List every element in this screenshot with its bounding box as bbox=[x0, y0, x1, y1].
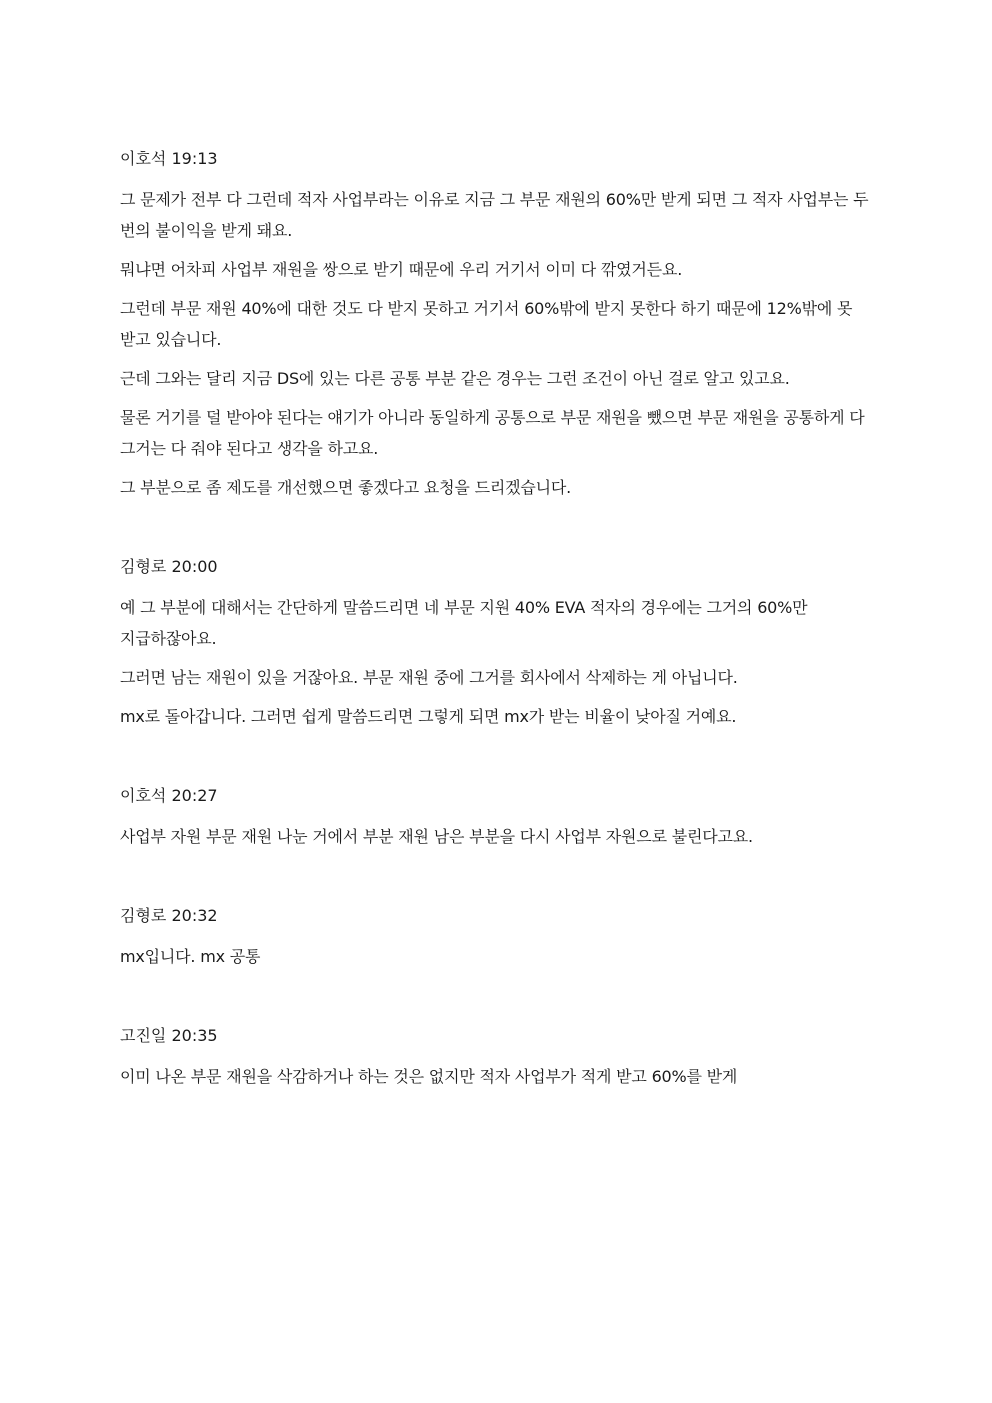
entry-spacer bbox=[120, 740, 872, 784]
speaker-header bbox=[120, 555, 872, 579]
utterance: 그 부분으로 좀 제도를 개선했으면 좋겠다고 요청을 드리겠습니다. bbox=[120, 478, 572, 497]
speaker-header bbox=[120, 1024, 872, 1048]
transcript-entry bbox=[120, 1024, 872, 1092]
transcript-entry bbox=[120, 904, 872, 972]
speaker-name: 고진일 bbox=[120, 1026, 167, 1045]
utterance: 이미 나온 부문 재원을 삭감하거나 하는 것은 없지만 적자 사업부가 적게 받고 60%를 받게 bbox=[120, 1067, 738, 1086]
speaker-name: 김형로 bbox=[120, 906, 167, 925]
speaker-name: 김형로 bbox=[120, 557, 167, 576]
utterance: 물론 거기를 덜 받아야 된다는 얘기가 아니라 동일하게 공통으로 부문 재원을 뺐으면 부문 재원을 공통하게 다 그거는 다 줘야 된다고 생각을 하고요. bbox=[120, 408, 865, 458]
timestamp: 19:13 bbox=[171, 149, 218, 168]
transcript-entry bbox=[120, 147, 872, 503]
transcript-page bbox=[120, 147, 872, 1100]
utterance: mx로 돌아갑니다. 그러면 쉽게 말씀드리면 그렇게 되면 mx가 받는 비율이 낮아질 거예요. bbox=[120, 707, 737, 726]
utterance: 사업부 자원 부문 재원 나눈 거에서 부분 재원 남은 부분을 다시 사업부 자원으로 불린다고요. bbox=[120, 827, 753, 846]
utterance: 예 그 부분에 대해서는 간단하게 말씀드리면 네 부문 지원 40% EVA 적자의 경우에는 그거의 60%만 지급하잖아요. bbox=[120, 598, 808, 648]
timestamp: 20:00 bbox=[171, 557, 218, 576]
transcript-entry bbox=[120, 784, 872, 852]
speaker-name: 이호석 bbox=[120, 786, 167, 805]
entry-spacer bbox=[120, 860, 872, 904]
utterance: 뭐냐면 어차피 사업부 재원을 쌍으로 받기 때문에 우리 거기서 이미 다 깎였거든요. bbox=[120, 260, 683, 279]
utterance: 근데 그와는 달리 지금 DS에 있는 다른 공통 부분 같은 경우는 그런 조건이 아닌 걸로 알고 있고요. bbox=[120, 369, 790, 388]
entry-spacer bbox=[120, 511, 872, 555]
utterance: 그런데 부문 재원 40%에 대한 것도 다 받지 못하고 거기서 60%밖에 받지 못한다 하기 때문에 12%밖에 못 받고 있습니다. bbox=[120, 299, 853, 349]
speaker-header bbox=[120, 147, 872, 171]
utterance: 그 문제가 전부 다 그런데 적자 사업부라는 이유로 지금 그 부문 재원의 60%만 받게 되면 그 적자 사업부는 두 번의 불이익을 받게 돼요. bbox=[120, 190, 869, 240]
utterance: 그러면 남는 재원이 있을 거잖아요. 부문 재원 중에 그거를 회사에서 삭제하는 게 아닙니다. bbox=[120, 668, 738, 687]
speaker-header bbox=[120, 784, 872, 808]
speaker-header bbox=[120, 904, 872, 928]
speaker-name: 이호석 bbox=[120, 149, 167, 168]
utterance: mx입니다. mx 공통 bbox=[120, 947, 261, 966]
timestamp: 20:27 bbox=[171, 786, 218, 805]
transcript-entry bbox=[120, 555, 872, 732]
timestamp: 20:32 bbox=[171, 906, 218, 925]
entry-spacer bbox=[120, 980, 872, 1024]
timestamp: 20:35 bbox=[171, 1026, 218, 1045]
